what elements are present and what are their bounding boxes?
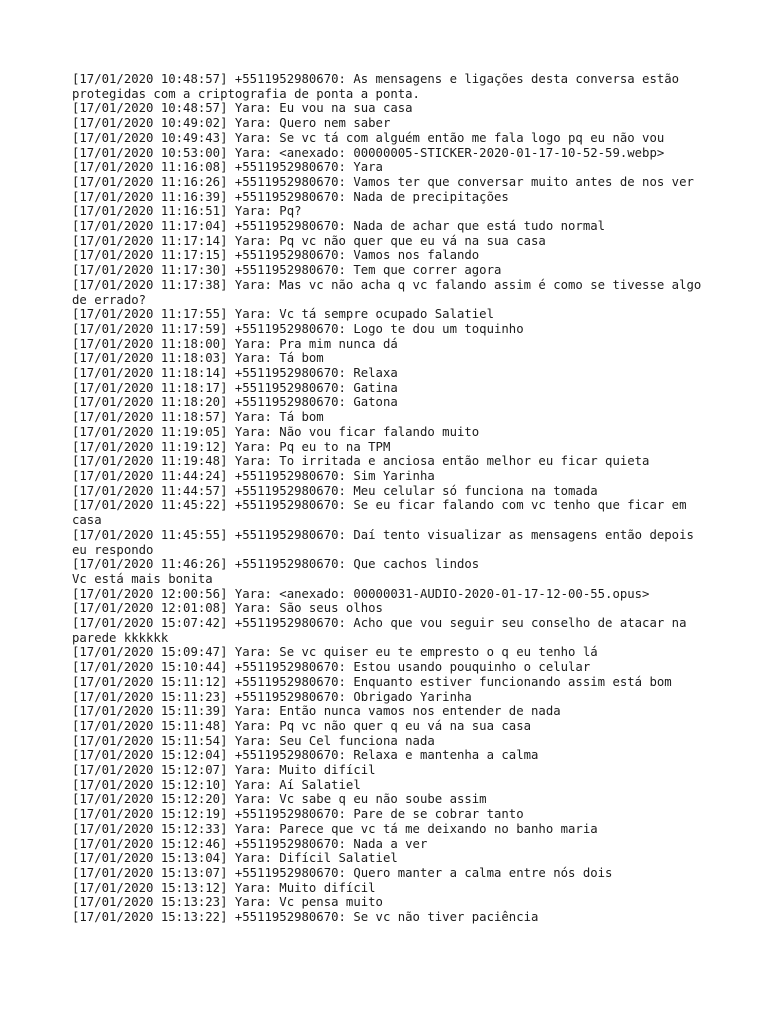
chat-line: [17/01/2020 15:12:10] Yara: Aí Salatiel: [72, 777, 361, 792]
chat-line: [17/01/2020 11:18:17] +5511952980670: Gatina: [72, 380, 398, 395]
chat-line: [17/01/2020 15:13:07] +5511952980670: Quero manter a calma entre nós dois: [72, 865, 613, 880]
chat-line: [17/01/2020 11:45:22] +5511952980670: Se eu ficar falando com vc tenho que ficar em casa: [72, 498, 694, 528]
chat-line: [17/01/2020 15:11:23] +5511952980670: Obrigado Yarinha: [72, 689, 472, 704]
chat-line: [17/01/2020 10:48:57] Yara: Eu vou na sua casa: [72, 101, 413, 116]
chat-line: [17/01/2020 11:19:48] Yara: To irritada e anciosa então melhor eu ficar quieta: [72, 454, 650, 469]
chat-line: [17/01/2020 15:12:04] +5511952980670: Relaxa e mantenha a calma: [72, 748, 539, 763]
chat-line: [17/01/2020 15:13:23] Yara: Vc pensa muito: [72, 895, 383, 910]
chat-line: [17/01/2020 11:17:38] Yara: Mas vc não acha q vc falando assim é como se tivesse algo de errado?: [72, 277, 709, 307]
chat-line: [17/01/2020 12:00:56] Yara: <anexado: 00000031-AUDIO-2020-01-17-12-00-55.opus>: [72, 586, 650, 601]
chat-line: [17/01/2020 11:18:00] Yara: Pra mim nunca dá: [72, 336, 398, 351]
chat-line: [17/01/2020 10:48:57] +5511952980670: As mensagens e ligações desta conversa estão protegidas com a criptografia de ponta a ponta.: [72, 72, 687, 101]
chat-line: [17/01/2020 15:12:46] +5511952980670: Nada a ver: [72, 836, 428, 851]
chat-line: [17/01/2020 15:13:04] Yara: Difícil Salatiel: [72, 851, 398, 866]
chat-line: [17/01/2020 11:17:14] Yara: Pq vc não quer que eu vá na sua casa: [72, 233, 546, 248]
chat-line: [17/01/2020 11:19:12] Yara: Pq eu to na TPM: [72, 439, 391, 454]
chat-line: [17/01/2020 12:01:08] Yara: São seus olhos: [72, 601, 383, 616]
chat-line: [17/01/2020 10:53:00] Yara: <anexado: 00000005-STICKER-2020-01-17-10-52-59.webp>: [72, 145, 665, 160]
chat-line: [17/01/2020 15:07:42] +5511952980670: Acho que vou seguir seu conselho de atacar na parede kkkkkk: [72, 616, 694, 645]
chat-line: [17/01/2020 15:10:44] +5511952980670: Estou usando pouquinho o celular: [72, 660, 591, 675]
chat-line: [17/01/2020 11:17:04] +5511952980670: Nada de achar que está tudo normal: [72, 219, 606, 234]
chat-line: [17/01/2020 11:18:57] Yara: Tá bom: [72, 410, 324, 425]
chat-line: [17/01/2020 15:11:12] +5511952980670: Enquanto estiver funcionando assim está bom: [72, 674, 672, 689]
chat-line: [17/01/2020 11:16:51] Yara: Pq?: [72, 204, 302, 219]
chat-line: [17/01/2020 15:11:48] Yara: Pq vc não quer q eu vá na sua casa: [72, 718, 532, 733]
chat-transcript: [72, 72, 709, 925]
chat-line: [17/01/2020 11:16:08] +5511952980670: Yara: [72, 160, 383, 175]
chat-line: [17/01/2020 11:18:20] +5511952980670: Gatona: [72, 395, 398, 410]
chat-line: [17/01/2020 11:17:55] Yara: Vc tá sempre ocupado Salatiel: [72, 307, 494, 322]
chat-line: [17/01/2020 11:16:26] +5511952980670: Vamos ter que conversar muito antes de nos ver: [72, 174, 694, 189]
chat-line: [17/01/2020 10:49:02] Yara: Quero nem saber: [72, 116, 391, 131]
chat-line: [17/01/2020 15:13:12] Yara: Muito difícil: [72, 880, 376, 895]
chat-line: [17/01/2020 11:18:14] +5511952980670: Relaxa: [72, 366, 398, 381]
chat-line: [17/01/2020 15:13:22] +5511952980670: Se vc não tiver paciência: [72, 910, 539, 925]
chat-line: [17/01/2020 11:16:39] +5511952980670: Nada de precipitações: [72, 189, 509, 204]
chat-line: [17/01/2020 15:12:07] Yara: Muito difícil: [72, 763, 376, 778]
chat-line: [17/01/2020 15:11:54] Yara: Seu Cel funciona nada: [72, 733, 435, 748]
chat-line: [17/01/2020 11:17:30] +5511952980670: Tem que correr agora: [72, 263, 502, 278]
chat-line: [17/01/2020 11:17:59] +5511952980670: Logo te dou um toquinho: [72, 321, 524, 336]
chat-line: [17/01/2020 15:12:20] Yara: Vc sabe q eu não soube assim: [72, 792, 487, 807]
chat-line: [17/01/2020 11:44:57] +5511952980670: Meu celular só funciona na tomada: [72, 483, 598, 498]
chat-line: [17/01/2020 11:19:05] Yara: Não vou ficar falando muito: [72, 424, 480, 439]
chat-line: [17/01/2020 11:46:26] +5511952980670: Que cachos lindos Vc está mais bonita: [72, 557, 480, 586]
chat-line: [17/01/2020 15:11:39] Yara: Então nunca vamos nos entender de nada: [72, 704, 561, 719]
chat-line: [17/01/2020 15:09:47] Yara: Se vc quiser eu te empresto o q eu tenho lá: [72, 645, 598, 660]
chat-line: [17/01/2020 11:18:03] Yara: Tá bom: [72, 351, 324, 366]
chat-line: [17/01/2020 11:17:15] +5511952980670: Vamos nos falando: [72, 248, 480, 263]
chat-line: [17/01/2020 10:49:43] Yara: Se vc tá com alguém então me fala logo pq eu não vou: [72, 130, 665, 145]
chat-line: [17/01/2020 11:45:55] +5511952980670: Daí tento visualizar as mensagens então depois eu respondo: [72, 527, 702, 557]
chat-line: [17/01/2020 15:12:33] Yara: Parece que vc tá me deixando no banho maria: [72, 821, 598, 836]
chat-line: [17/01/2020 11:44:24] +5511952980670: Sim Yarinha: [72, 468, 435, 483]
chat-line: [17/01/2020 15:12:19] +5511952980670: Pare de se cobrar tanto: [72, 807, 524, 822]
